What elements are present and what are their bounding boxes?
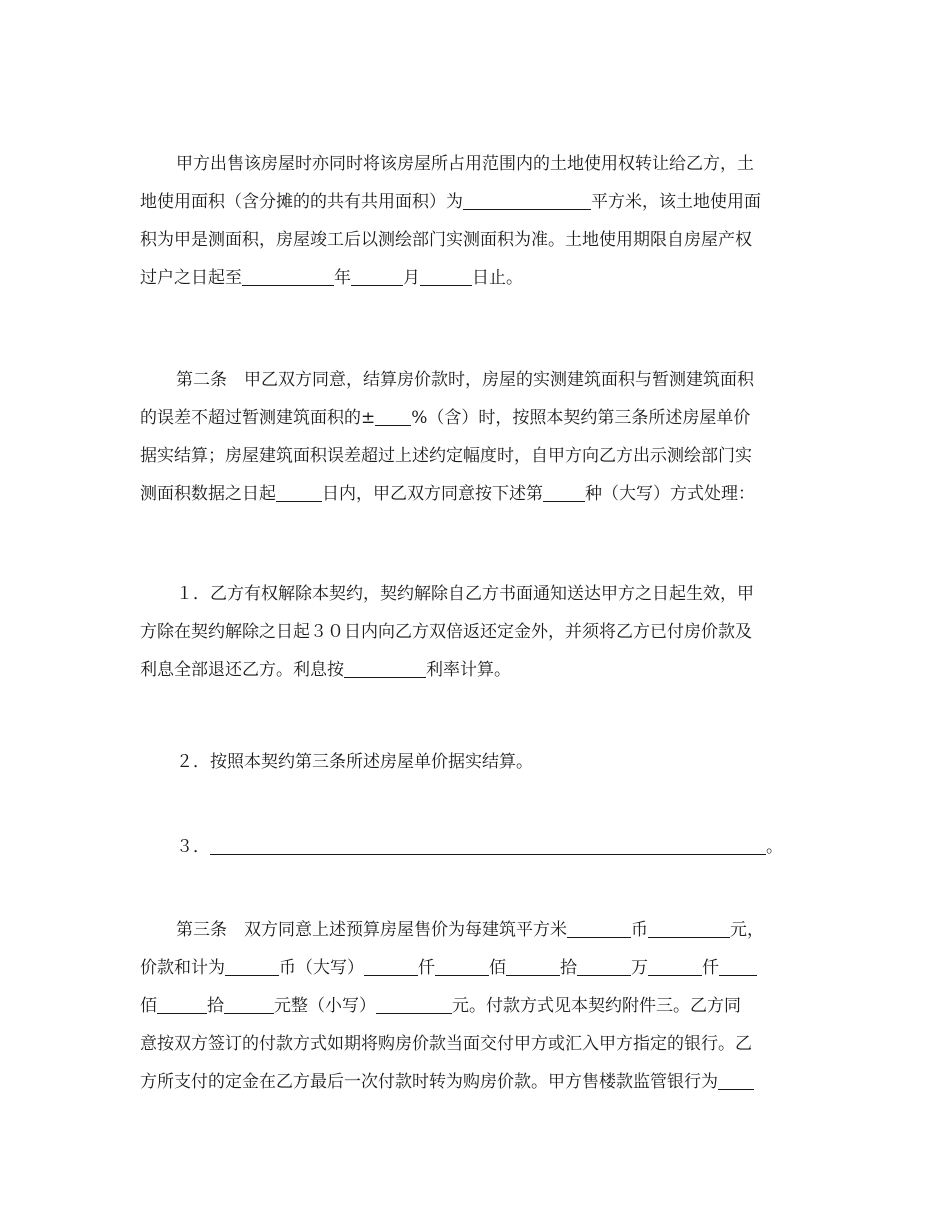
blank-currency[interactable] [567,919,631,938]
blank-year[interactable] [242,267,334,286]
blank-ten-thousand[interactable] [577,957,631,976]
text-line: 甲方出售该房屋时亦同时将该房屋所占用范围内的土地使用权转让给乙方，土 [176,154,754,174]
text-line: 方所支付的定金在乙方最后一次付款时转为购房价款。甲方售楼款监管银行为 [140,1063,812,1101]
text-line: 第三条 双方同意上述预算房屋售价为每建筑平方米 币 元， [176,920,764,940]
text-line: 方除在契约解除之日起３０日内向乙方双倍返还定金外，并须将乙方已付房价款及 [140,622,752,642]
text-line: 据实结算；房屋建筑面积误差超过上述约定幅度时，自甲方向乙方出示测绘部门实 [140,446,752,466]
article-two-paragraph [140,361,812,513]
text-line: 的误差不超过暂测建筑面积的± %（含）时，按照本契约第三条所述房屋单价 [140,408,751,428]
text-line: １．乙方有权解除本契约，契约解除自乙方书面通知送达甲方之日起生效，甲 [176,584,754,604]
option-two-line: ２．按照本契约第三条所述房屋单价据实结算。 [176,752,533,772]
text-line: 价款和计为 币（大写） 仟 佰 拾 万 仟 [140,949,812,987]
blank-unit-price[interactable] [648,919,730,938]
option-three-line: ３． 。 [176,837,783,857]
text-line: 测面积数据之日起 日内，甲乙双方同意按下述第 种（大写）方式处理： [140,484,755,504]
blank-option-three[interactable] [210,836,766,855]
blank-percent[interactable] [375,407,411,426]
blank-tens[interactable] [157,995,207,1014]
text-line: 地使用面积（含分摊的的共有共用面积）为 平方米，该土地使用面 [140,192,761,212]
text-line: 过户之日起至 年 月 日止。 [140,268,523,288]
blank-hundred-lead[interactable] [719,957,757,976]
text-line: 意按双方签订的付款方式如期将购房价款当面交付甲方或汇入甲方指定的银行。乙 [140,1034,752,1054]
blank-days[interactable] [276,483,322,502]
text-line: 第二条 甲乙双方同意，结算房价款时，房屋的实测建筑面积与暂测建筑面积 [176,370,754,390]
blank-hundred-thousand[interactable] [506,957,560,976]
blank-option-number[interactable] [543,483,585,502]
blank-interest-rate[interactable] [344,659,426,678]
option-one-paragraph [140,575,812,689]
text-line: 积为甲是测面积，房屋竣工后以测绘部门实测面积为准。土地使用期限自房屋产权 [140,230,752,250]
blank-day[interactable] [420,267,472,286]
land-use-paragraph [140,145,812,297]
blank-ten-million[interactable] [364,957,418,976]
text-line: 利息全部退还乙方。利息按 利率计算。 [140,660,511,680]
article-three-paragraph [140,911,812,1101]
blank-ones[interactable] [224,995,274,1014]
blank-currency-total[interactable] [225,957,279,976]
blank-supervising-bank[interactable] [718,1071,754,1090]
blank-amount-numeric[interactable] [376,995,452,1014]
blank-land-area[interactable] [463,191,591,210]
blank-month[interactable] [351,267,403,286]
blank-thousand[interactable] [648,957,702,976]
blank-million[interactable] [435,957,489,976]
text-line: 佰 拾 元整（小写） 元。付款方式见本契约附件三。乙方同 [140,996,741,1016]
